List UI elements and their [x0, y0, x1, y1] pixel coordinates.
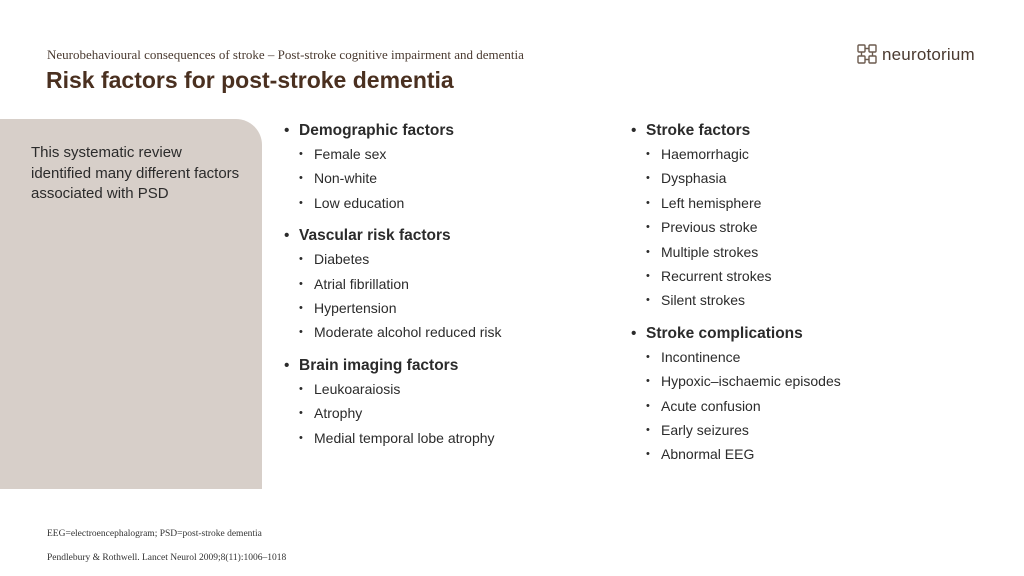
list-item: • Abnormal EEG	[631, 442, 841, 466]
list-item: • Moderate alcohol reduced risk	[284, 320, 502, 344]
list-item: • Multiple strokes	[631, 240, 841, 264]
list-item: • Incontinence	[631, 345, 841, 369]
group-heading: • Brain imaging factors	[284, 355, 502, 377]
list-item: • Hypertension	[284, 296, 502, 320]
list-item: • Female sex	[284, 142, 502, 166]
list-item: • Left hemisphere	[631, 191, 841, 215]
column-left	[284, 120, 502, 460]
reference-footnote: Pendlebury & Rothwell. Lancet Neurol 2009;8(11):1006–1018	[47, 553, 287, 563]
list-item: • Diabetes	[284, 247, 502, 271]
group-heading: • Stroke factors	[631, 120, 841, 142]
brain-logo-icon	[856, 43, 878, 67]
list-item: • Acute confusion	[631, 394, 841, 418]
list-item: • Previous stroke	[631, 215, 841, 239]
list-item: • Recurrent strokes	[631, 264, 841, 288]
logo	[856, 42, 975, 68]
factor-group	[631, 120, 841, 313]
list-item: • Medial temporal lobe atrophy	[284, 426, 502, 450]
column-right	[631, 120, 841, 477]
slide-subtitle: Neurobehavioural consequences of stroke – Post-stroke cognitive impairment and dementia	[47, 47, 524, 62]
list-item: • Dysphasia	[631, 166, 841, 190]
factor-group	[284, 355, 502, 450]
group-heading: • Demographic factors	[284, 120, 502, 142]
list-item: • Silent strokes	[631, 288, 841, 312]
factor-group	[284, 120, 502, 215]
factor-group	[631, 323, 841, 467]
factor-group	[284, 225, 502, 345]
list-item: • Haemorrhagic	[631, 142, 841, 166]
side-panel-text: This systematic review identified many different factors associated with PSD	[31, 144, 240, 202]
slide-title: Risk factors for post-stroke dementia	[46, 67, 454, 93]
list-item: • Atrophy	[284, 401, 502, 425]
list-item: • Low education	[284, 191, 502, 215]
list-item: • Early seizures	[631, 418, 841, 442]
group-heading: • Vascular risk factors	[284, 225, 502, 247]
list-item: • Atrial fibrillation	[284, 272, 502, 296]
logo-text: neurotorium	[882, 45, 975, 64]
group-heading: • Stroke complications	[631, 323, 841, 345]
list-item: • Non-white	[284, 166, 502, 190]
abbreviations-footnote: EEG=electroencephalogram; PSD=post-stroke dementia	[47, 529, 262, 539]
list-item: • Leukoaraiosis	[284, 377, 502, 401]
list-item: • Hypoxic–ischaemic episodes	[631, 369, 841, 393]
